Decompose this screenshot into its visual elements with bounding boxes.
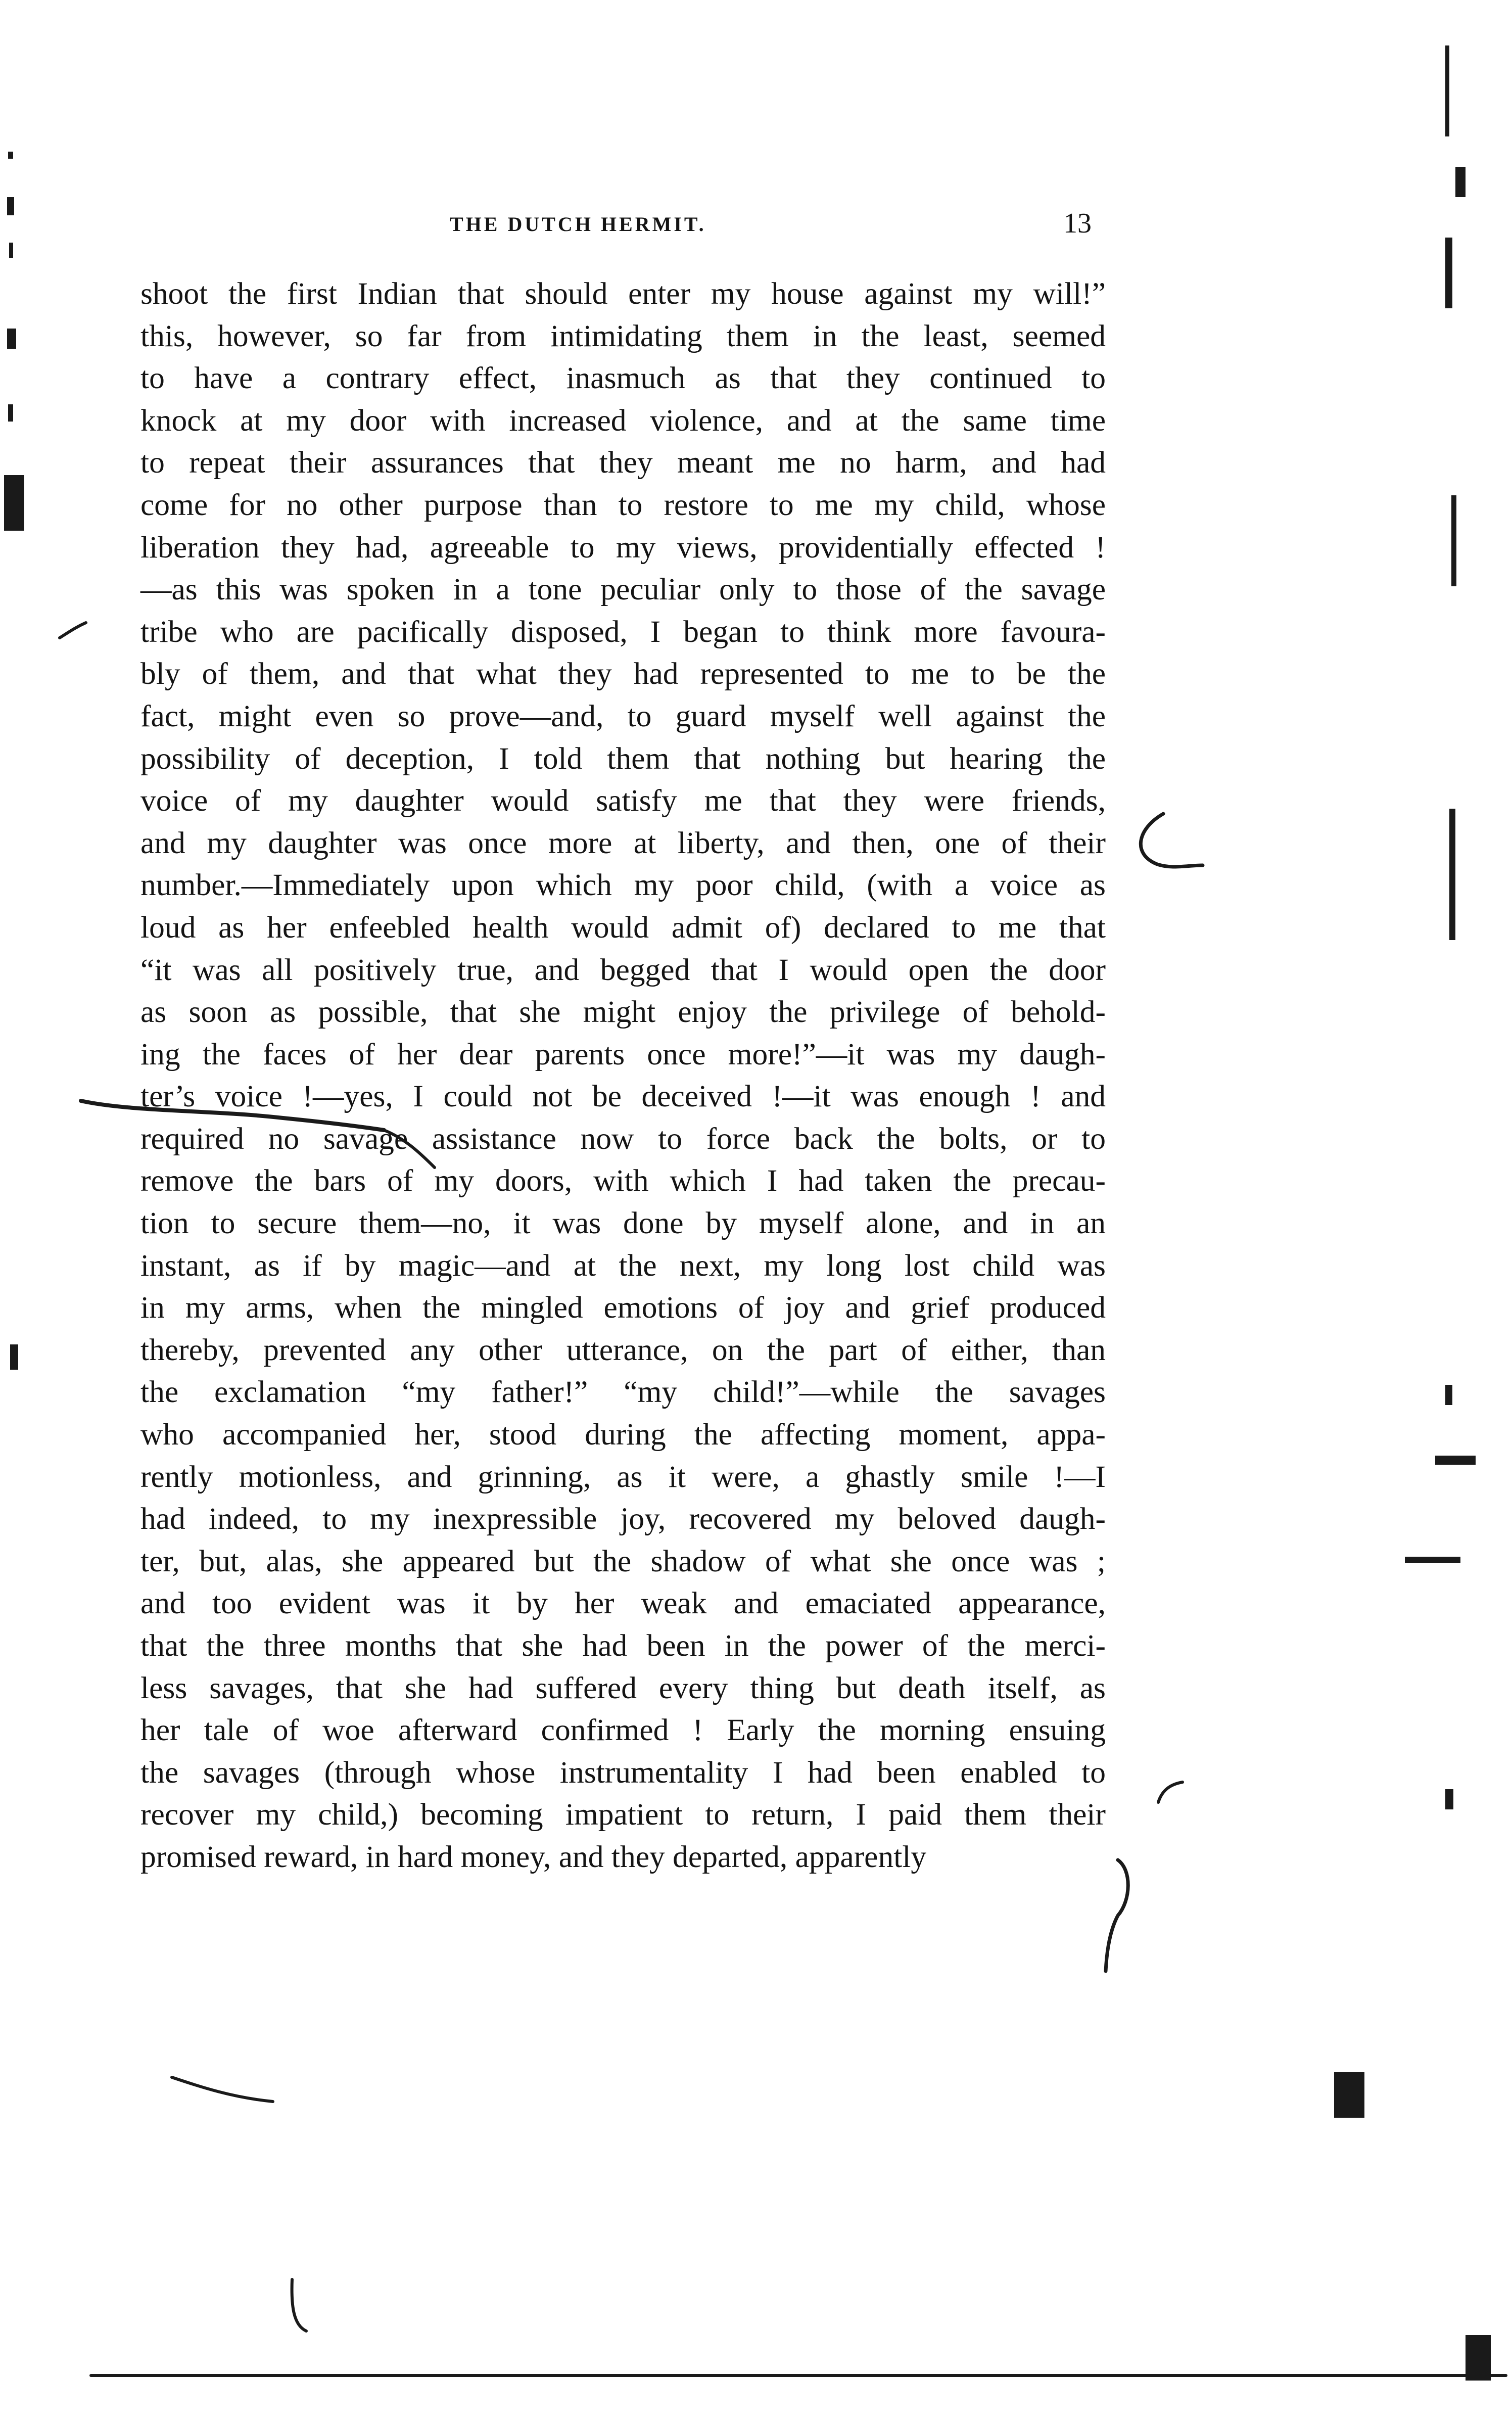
page-number: 13 [1063,208,1092,239]
text-line: voice of my daughter would satisfy me that they were friends, [140,783,1106,818]
text-line: the exclamation “my father!” “my child!”—while the savages [140,1375,1106,1410]
text-line: instant, as if by magic—and at the next, my long lost child was [140,1248,1106,1283]
margin-speck [7,329,16,349]
margin-speck [9,243,13,258]
text-line: recover my child,) becoming impatient to return, I paid them their [140,1797,1106,1832]
text-line: loud as her enfeebled health would admit of) declared to me that [140,910,1106,945]
text-line: as soon as possible, that she might enjoy the privilege of behold- [140,995,1106,1030]
pen-stroke [60,623,86,638]
edge-speck [1405,1557,1460,1563]
text-line: remove the bars of my doors, with which I had taken the precau- [140,1163,1106,1198]
text-line: promised reward, in hard money, and they departed, apparently [140,1839,927,1874]
edge-speck [1445,1789,1453,1809]
text-line: —as this was spoken in a tone peculiar only to those of the savage [140,572,1106,607]
edge-speck [1466,2335,1491,2381]
text-line: shoot the first Indian that should enter my house against my will!” [140,276,1106,311]
text-line: thereby, prevented any other utterance, on the part of either, than [140,1332,1106,1367]
text-line: and too evident was it by her weak and emaciated appearance, [140,1586,1106,1621]
pen-stroke [1141,814,1203,867]
text-line: possibility of deception, I told them that nothing but hearing the [140,741,1106,776]
text-line: who accompanied her, stood during the affecting moment, appa- [140,1417,1106,1452]
running-title: THE DUTCH HERMIT. [450,213,706,236]
text-line: required no savage assistance now to force back the bolts, or to [140,1121,1106,1156]
edge-speck [1435,1456,1476,1465]
pen-stroke [292,2279,306,2331]
text-line: knock at my door with increased violence, and at the same time [140,403,1106,438]
text-line: bly of them, and that what they had represented to me to be the [140,657,1106,691]
page-header [450,207,1092,248]
edge-speck [1334,2072,1364,2118]
text-line: tribe who are pacifically disposed, I began to think more favoura- [140,614,1106,649]
text-line: ter, but, alas, she appeared but the shadow of what she once was ; [140,1544,1106,1578]
edge-speck [1445,45,1449,136]
edge-speck [1445,238,1452,308]
margin-speck [8,404,13,422]
body-text [140,273,1106,1879]
text-line: had indeed, to my inexpressible joy, recovered my beloved daugh- [140,1502,1106,1536]
margin-speck [10,1344,18,1370]
text-line: rently motionless, and grinning, as it were, a ghastly smile !—I [140,1459,1106,1494]
edge-speck [1455,167,1466,197]
pen-stroke [172,2077,273,2102]
margin-speck [7,197,14,215]
text-line: fact, might even so prove—and, to guard myself well against the [140,698,1106,733]
margin-speck [8,152,13,159]
text-line: that the three months that she had been in the power of the merci- [140,1628,1106,1663]
text-line: come for no other purpose than to restore to me my child, whose [140,487,1106,522]
text-line: in my arms, when the mingled emotions of joy and grief produced [140,1290,1106,1325]
text-line: ter’s voice !—yes, I could not be deceived !—it was enough ! and [140,1079,1106,1114]
text-line: her tale of woe afterward confirmed ! Early the morning ensuing [140,1713,1106,1748]
text-line: liberation they had, agreeable to my views, providentially effected ! [140,530,1106,565]
text-line: less savages, that she had suffered every thing but death itself, as [140,1670,1106,1705]
text-line: number.—Immediately upon which my poor child, (with a voice as [140,868,1106,903]
text-line: ing the faces of her dear parents once more!”—it was my daugh- [140,1037,1106,1071]
pen-stroke [1106,1860,1128,1971]
text-line: to repeat their assurances that they meant me no harm, and had [140,445,1106,480]
text-line: the savages (through whose instrumentality I had been enabled to [140,1755,1106,1790]
pen-stroke [1158,1782,1183,1802]
text-line: “it was all positively true, and begged that I would open the door [140,952,1106,987]
margin-speck [4,475,24,531]
text-line: to have a contrary effect, inasmuch as that they continued to [140,361,1106,396]
edge-speck [1445,1385,1452,1405]
edge-speck [1449,809,1455,940]
text-line: and my daughter was once more at liberty, and then, one of their [140,825,1106,860]
edge-speck [1451,495,1456,586]
text-line: tion to secure them—no, it was done by myself alone, and in an [140,1206,1106,1241]
text-line: this, however, so far from intimidating them in the least, seemed [140,318,1106,353]
